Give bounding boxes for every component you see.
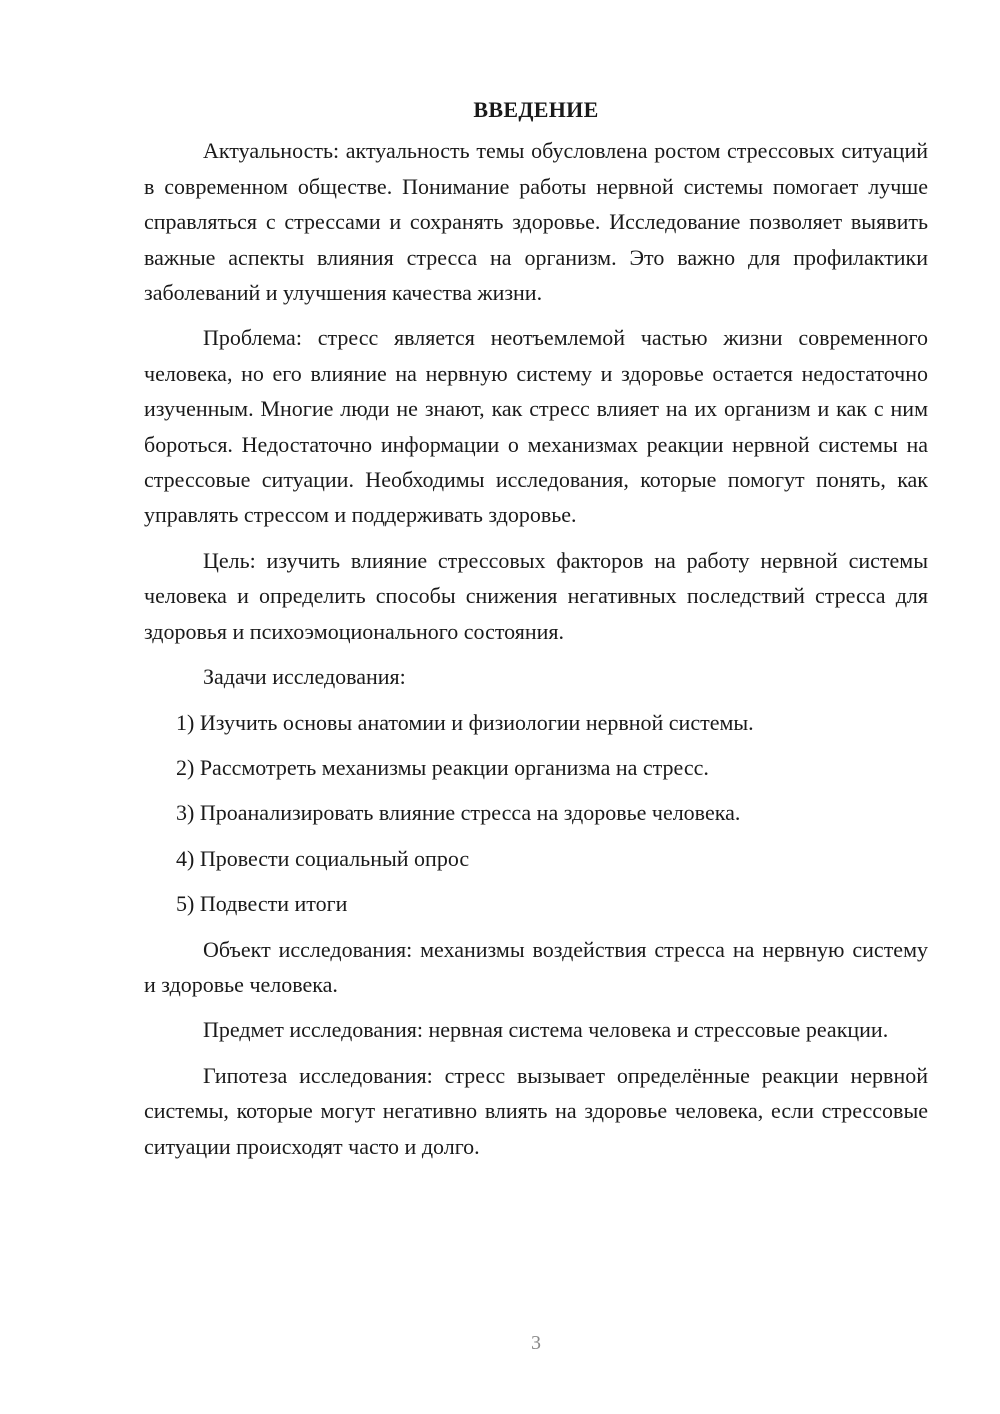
paragraph-hypothesis: Гипотеза исследования: стресс вызывает определённые реакции нервной системы, которые могут негативно влиять на здоровье человека, если стрессовые ситуации происходят часто и долго. (144, 1062, 928, 1159)
task-item-2: 2) Рассмотреть механизмы реакции организма на стресс. (176, 754, 709, 780)
paragraph-relevance: Актуальность: актуальность темы обусловлена ростом стрессовых ситуаций в современном обществе. Понимание работы нервной системы помогает лучше справляться с стрессами и сохранять здоровье. Исследование позволяет выявить важные аспекты влияния стресса на организм. Это важно для профилактики заболеваний и улучшения качества жизни. (144, 138, 928, 306)
task-item-3: 3) Проанализировать влияние стресса на здоровье человека. (176, 800, 741, 826)
paragraph-subject: Предмет исследования: нервная система человека и стрессовые реакции. (203, 1017, 889, 1043)
paragraph-object: Объект исследования: механизмы воздействия стресса на нервную систему и здоровье человека. (144, 936, 928, 997)
section-title: ВВЕДЕНИЕ (473, 97, 599, 122)
paragraph-problem: Проблема: стресс является неотъемлемой частью жизни современного человека, но его влияние на нервную систему и здоровье остается недостаточно изученным. Многие люди не знают, как стресс влияет на их организм и как с ним бороться. Недостаточно информации о механизмах реакции нервной системы на стрессовые ситуации. Необходимы исследования, которые помогут понять, как управлять стрессом и поддерживать здоровье. (144, 325, 928, 528)
tasks-heading: Задачи исследования: (203, 664, 406, 690)
document-page (144, 92, 928, 1174)
paragraph-goal: Цель: изучить влияние стрессовых факторов на работу нервной системы человека и определить способы снижения негативных последствий стресса для здоровья и психоэмоционального состояния. (144, 547, 928, 644)
task-item-5: 5) Подвести итоги (176, 891, 348, 917)
page-number: 3 (531, 1332, 541, 1354)
task-item-4: 4) Провести социальный опрос (176, 845, 470, 871)
task-item-1: 1) Изучить основы анатомии и физиологии нервной системы. (176, 709, 754, 735)
